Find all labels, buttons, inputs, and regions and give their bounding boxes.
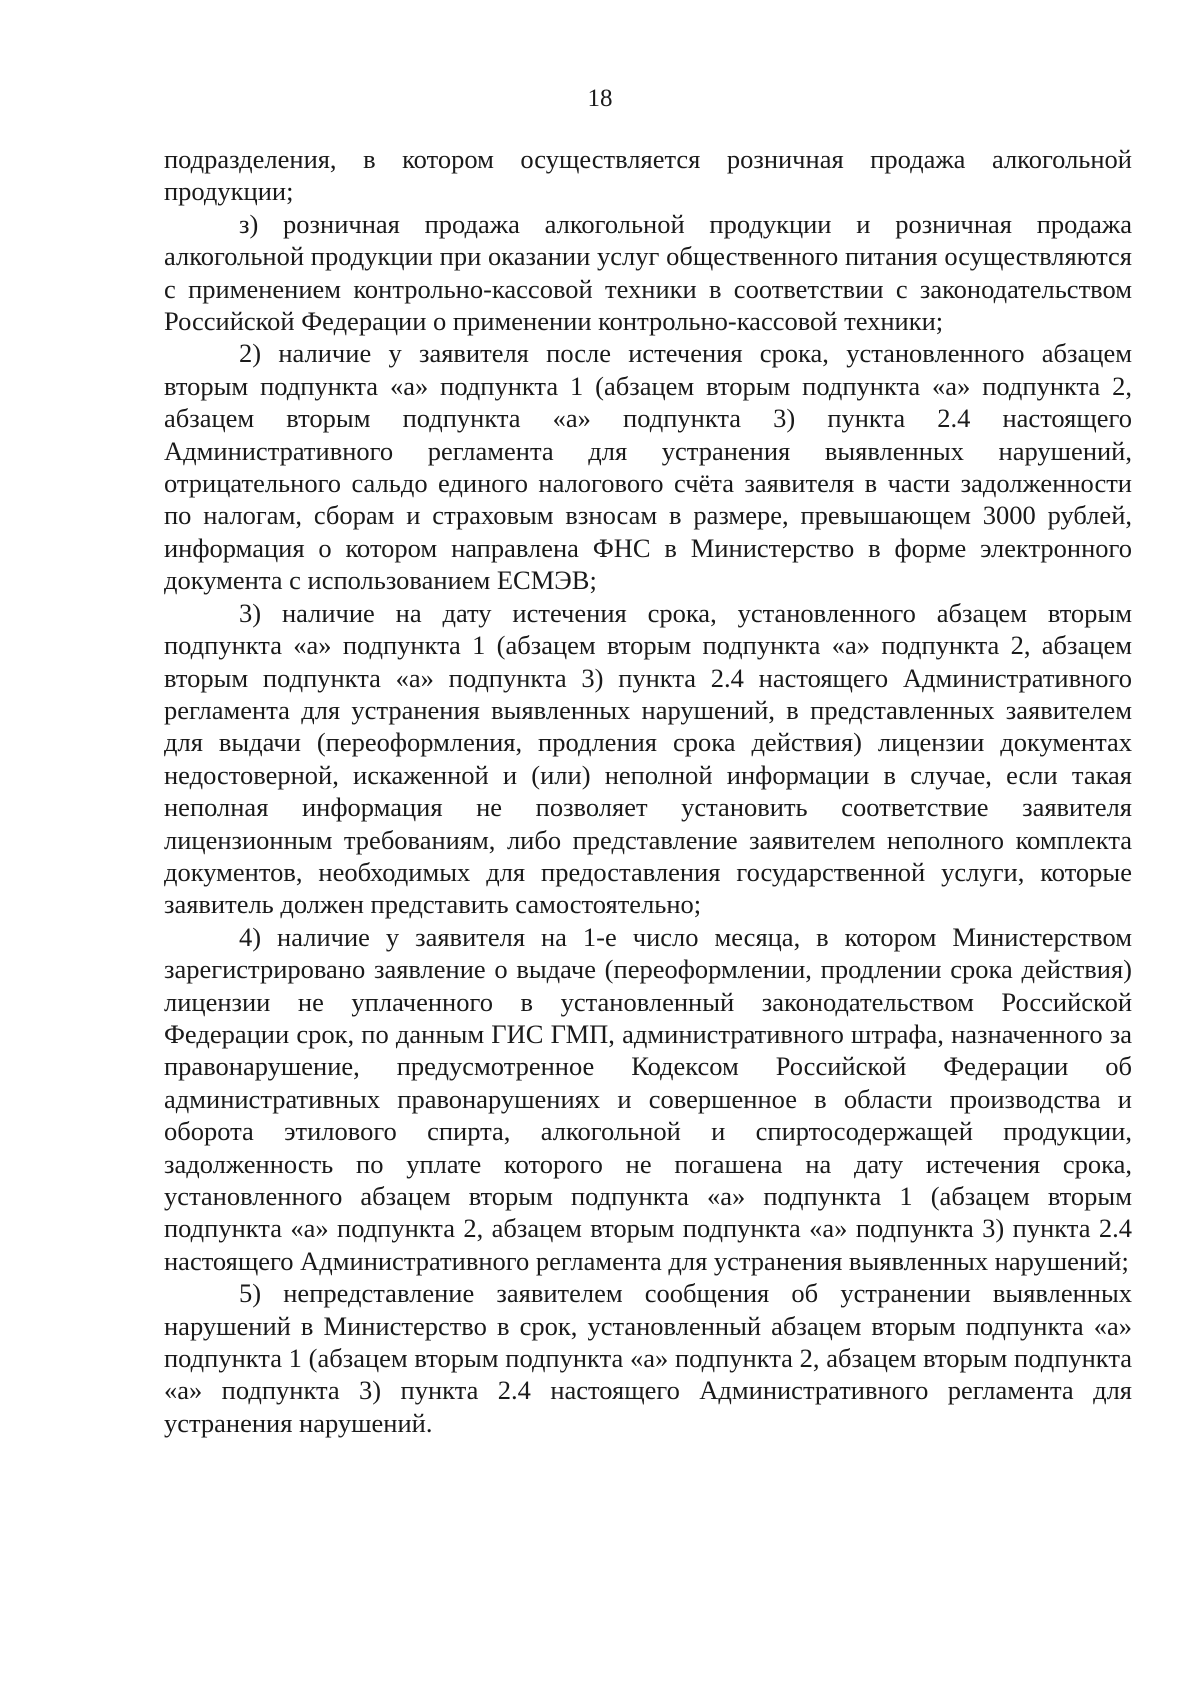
paragraph-item-2: 2) наличие у заявителя после истечения срока, установленного абзацем вторым подпункта «а» подпункта 1 (абзацем вторым подпункта «а» подпункта 2, абзацем вторым подпункта «а» подпункта 3) пункта 2.4 настоящего Административного регламента для устранения выявленных нарушений, отрицательного сальдо единого налогового счёта заявителя в части задолженности по налогам, сборам и страховым взносам в размере, превышающем 3000 рублей, информация о котором направлена ФНС в Министерство в форме электронного документа с использованием ЕСМЭВ; (164, 338, 1132, 596)
paragraph-item-z: з) розничная продажа алкогольной продукции и розничная продажа алкогольной продукции при оказании услуг общественного питания осуществляются с применением контрольно-кассовой техники в соответствии с законодательством Российской Федерации о применении контрольно-кассовой техники; (164, 208, 1132, 337)
page-number: 18 (587, 85, 613, 112)
document-body (164, 143, 1132, 1439)
paragraph-item-4: 4) наличие у заявителя на 1-е число месяца, в котором Министерством зарегистрировано заявление о выдаче (переоформлении, продлении срока действия) лицензии не уплаченного в установленный законодательством Российской Федерации срок, по данным ГИС ГМП, административного штрафа, назначенного за правонарушение, предусмотренное Кодексом Российской Федерации об административных правонарушениях и совершенное в области производства и оборота этилового спирта, алкогольной и спиртосодержащей продукции, задолженность по уплате которого не погашена на дату истечения срока, установленного абзацем вторым подпункта «а» подпункта 1 (абзацем вторым подпункта «а» подпункта 2, абзацем вторым подпункта «а» подпункта 3) пункта 2.4 настоящего Административного регламента для устранения выявленных нарушений; (164, 921, 1132, 1276)
paragraph-item-5: 5) непредставление заявителем сообщения об устранении выявленных нарушений в Министерство в срок, установленный абзацем вторым подпункта «а» подпункта 1 (абзацем вторым подпункта «а» подпункта 2, абзацем вторым подпункта «а» подпункта 3) пункта 2.4 настоящего Административного регламента для устранения нарушений. (164, 1278, 1132, 1438)
paragraph-item-3: 3) наличие на дату истечения срока, установленного абзацем вторым подпункта «а» подпункта 1 (абзацем вторым подпункта «а» подпункта 2, абзацем вторым подпункта «а» подпункта 3) пункта 2.4 настоящего Административного регламента для устранения выявленных нарушений, в представленных заявителем для выдачи (переоформления, продления срока действия) лицензии документах недостоверной, искаженной и (или) неполной информации в случае, если такая неполная информация не позволяет установить соответствие заявителя лицензионным требованиям, либо представление заявителем неполного комплекта документов, необходимых для предоставления государственной услуги, которые заявитель должен представить самостоятельно; (164, 597, 1132, 920)
paragraph-continuation: подразделения, в котором осуществляется розничная продажа алкогольной продукции; (164, 144, 1132, 207)
